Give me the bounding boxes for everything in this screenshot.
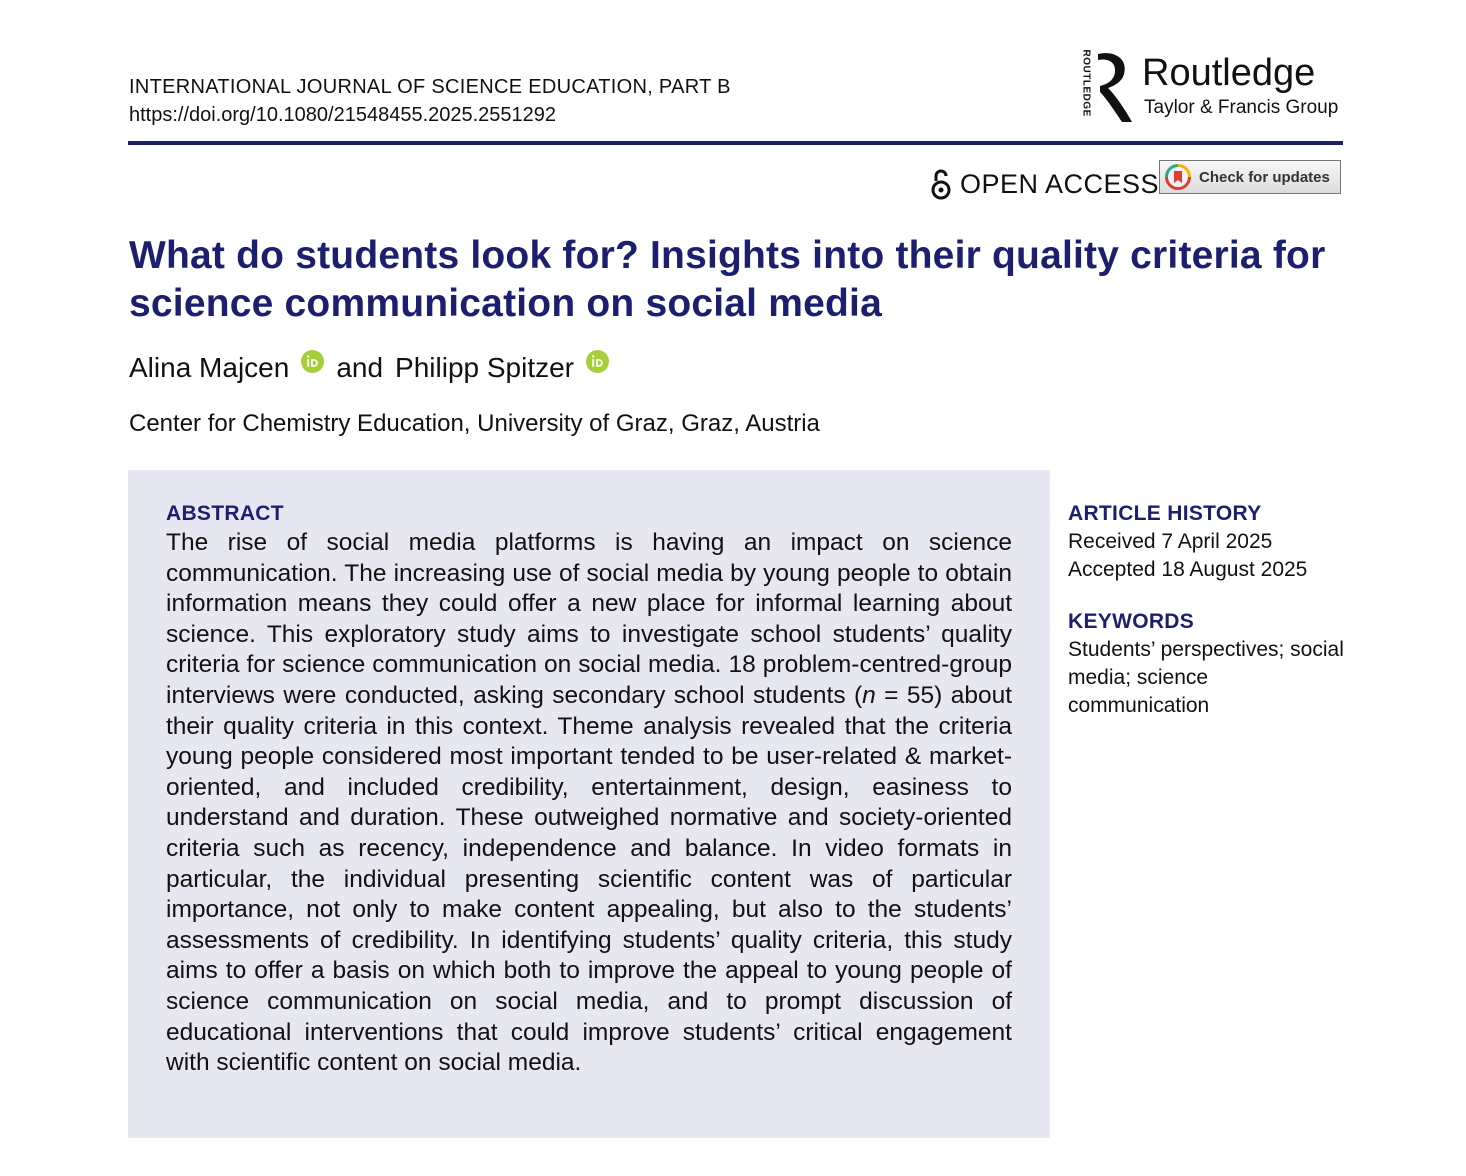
- routledge-logo: [1094, 50, 1134, 126]
- article-history-heading: ARTICLE HISTORY: [1068, 502, 1262, 525]
- accepted-date: Accepted 18 August 2025: [1068, 558, 1308, 581]
- header-rule: [128, 141, 1343, 145]
- logo-subtitle: Taylor & Francis Group: [1144, 97, 1339, 118]
- author-list: [129, 350, 621, 385]
- doi-link[interactable]: https://doi.org/10.1080/21548455.2025.2551292: [129, 104, 557, 126]
- orcid-icon[interactable]: [586, 350, 609, 373]
- journal-name: INTERNATIONAL JOURNAL OF SCIENCE EDUCATION, PART B: [129, 76, 731, 98]
- open-access-label: OPEN ACCESS: [960, 168, 1160, 199]
- received-date: Received 7 April 2025: [1068, 530, 1273, 553]
- abstract-text-part: = 55) about their quality criteria in this context. Theme analysis revealed that the criteria young people considered most important tended to be user-related & market-oriented, and included credibility, entertainment, design, easiness to understand and duration. These outweighed normative and society-oriented criteria such as recency, independence and balance. In video formats in particular, the individual presenting scientific content was of particular importance, not only to make content appealing, but also to the students’ assessments of credibility. In identifying students’ quality criteria, this study aims to offer a basis on which both to improve the appeal to young people of science communication on social media, and to prompt discussion of educational interventions that could improve students’ critical engagement with scientific content on social media.: [166, 681, 1013, 1077]
- sample-size-symbol: n: [862, 681, 876, 709]
- author-name: Alina Majcen: [129, 351, 290, 383]
- crossmark-icon: [1165, 164, 1191, 190]
- orcid-icon[interactable]: [301, 350, 324, 373]
- article-title: What do students look for? Insights into their quality criteria for science communication on social media: [129, 234, 1326, 325]
- check-for-updates-label: Check for updates: [1199, 168, 1330, 186]
- abstract-text: [166, 528, 1012, 1079]
- logo-name: Routledge: [1142, 52, 1316, 94]
- affiliation: Center for Chemistry Education, University of Graz, Graz, Austria: [129, 410, 820, 437]
- open-access-badge: [930, 168, 1159, 200]
- abstract-heading: ABSTRACT: [166, 502, 284, 525]
- check-for-updates-button[interactable]: [1159, 160, 1341, 194]
- routledge-side-label: ROUTLEDGE: [1080, 49, 1092, 117]
- abstract-box: [128, 470, 1050, 1138]
- abstract-text-part: The rise of social media platforms is having an impact on science communication. The increasing use of social media by young people to obtain information means they could offer a new place for informal learning about science. This exploratory study aims to investigate school students’ quality criteria for science communication on social media. 18 problem-centred-group interviews were conducted, asking secondary school students (: [166, 529, 1012, 709]
- keywords-list: Students’ perspectives; social media; science communication: [1068, 638, 1344, 717]
- keywords-heading: KEYWORDS: [1068, 610, 1195, 633]
- open-lock-icon: [930, 168, 952, 200]
- author-name: Philipp Spitzer: [395, 351, 575, 383]
- author-conjunction: and: [336, 351, 384, 383]
